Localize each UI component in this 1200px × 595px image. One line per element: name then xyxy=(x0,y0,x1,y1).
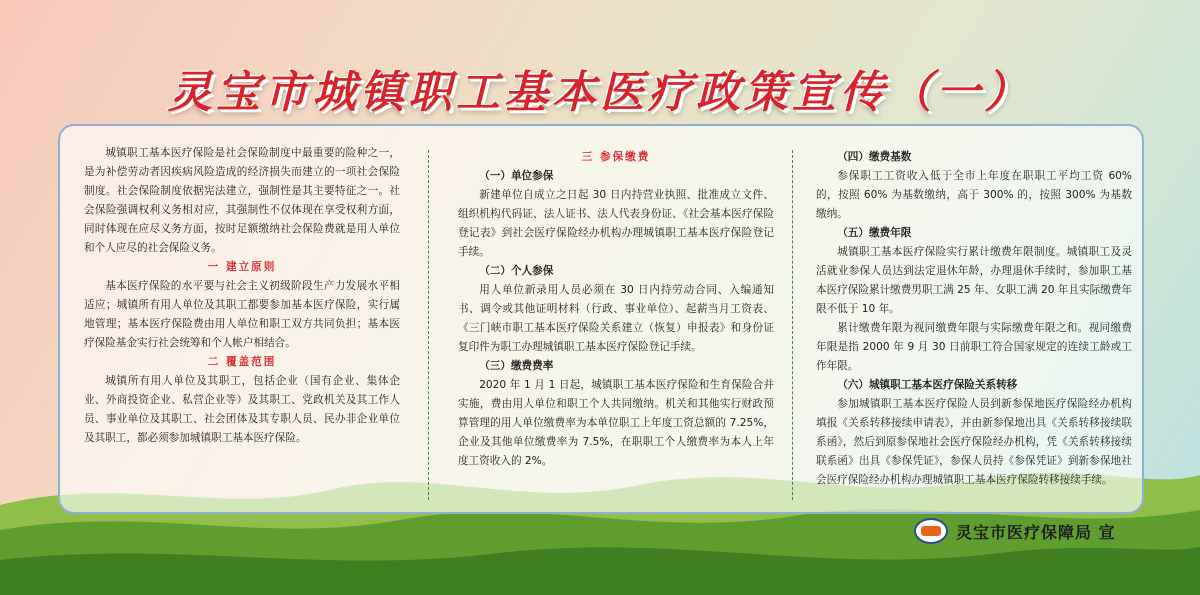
section-heading-coverage: 二 覆盖范围 xyxy=(207,356,277,368)
content-panel xyxy=(58,124,1144,514)
page-title: 灵宝市城镇职工基本医疗政策宣传（一） xyxy=(168,67,1032,118)
subheading-contribution-base: （四）缴费基数 xyxy=(837,151,912,163)
subheading-contribution-rate: （三）缴费费率 xyxy=(479,360,554,372)
section-heading-principles: 一 建立原则 xyxy=(207,261,277,273)
column-right xyxy=(816,148,1132,490)
column-middle xyxy=(458,148,774,471)
subheading-unit-enrollment: （一）单位参保 xyxy=(479,170,554,182)
principles-paragraph: 基本医疗保险的水平要与社会主义初级阶段生产力发展水平相适应；城镇所有用人单位及其职工都要参加基本医疗保险，实行属地管理；基本医疗保险费由用人单位和职工双方共同负担；基本医疗保险基金实行社会统筹和个人帐户相结合。 xyxy=(84,280,400,349)
transfer-paragraph: 参加城镇职工基本医疗保险人员到新参保地医疗保险经办机构填报《关系转移接续申请表》，并由新参保地出具《关系转移接续联系函》，然后到原参保地社会医疗保险经办机构，凭《关系转移接续联系函》出具《参保凭证》，参保人员持《参保凭证》到新参保地社会医疗保险经办机构办理城镇职工基本医疗保险转移接续手续。 xyxy=(816,398,1132,486)
contribution-rate-paragraph: 2020 年 1 月 1 日起，城镇职工基本医疗保险和生育保险合并实施，费由用人单位和职工个人共同缴纳。机关和其他实行财政预算管理的用人单位缴费率为本单位职工上年度工资总额的 7.25%，企业及其他单位缴费率为 7.5%，在职职工个人缴费率为本人上年度工资收入的 2%。 xyxy=(458,379,774,467)
column-left xyxy=(84,144,400,448)
individual-enrollment-paragraph: 用人单位新录用人员必须在 30 日内持劳动合同、入编通知书、调令或其他证明材料（行政、事业单位）、起薪当月工资表、《三门峡市职工基本医疗保险关系建立（恢复）申报表》和身份证复印件为职工办理城镇职工基本医疗保险登记手续。 xyxy=(458,284,774,353)
column-divider xyxy=(428,150,429,500)
column-divider xyxy=(792,150,793,500)
deemed-years-paragraph: 累计缴费年限为视同缴费年限与实际缴费年限之和。视同缴费年限是指 2000 年 9 月 30 日前职工符合国家规定的连续工龄或工作年限。 xyxy=(816,322,1132,372)
subheading-transfer: （六）城镇职工基本医疗保险关系转移 xyxy=(837,379,1018,391)
contribution-years-paragraph: 城镇职工基本医疗保险实行累计缴费年限制度。城镇职工及灵活就业参保人员达到法定退休年龄，办理退休手续时，参加职工基本医疗保险累计缴费男职工满 25 年、女职工满 20 年且实际缴费年限不低于 10 年。 xyxy=(816,246,1132,315)
unit-enrollment-paragraph: 新建单位自成立之日起 30 日内持营业执照、批准成立文件、组织机构代码证、法人证书、法人代表身份证、《社会基本医疗保险登记表》到社会医疗保险经办机构办理城镇职工基本医疗保险登记手续。 xyxy=(458,189,774,258)
subheading-contribution-years: （五）缴费年限 xyxy=(837,227,912,239)
footer-credit xyxy=(914,516,1116,546)
coverage-paragraph: 城镇所有用人单位及其职工，包括企业（国有企业、集体企业、外商投资企业、私营企业等）及其职工、党政机关及其工作人员、事业单位及其职工、社会团体及其专职人员、民办非企业单位及其职工，都必须参加城镇职工基本医疗保险。 xyxy=(84,375,400,444)
section-heading-contribution: 三 参保缴费 xyxy=(581,151,651,163)
intro-paragraph: 城镇职工基本医疗保险是社会保险制度中最重要的险种之一，是为补偿劳动者因疾病风险造成的经济损失而建立的一项社会保险制度。社会保险制度依据宪法建立，强制性是其主要特征之一。社会保险强调权利义务相对应，其强制性不仅体现在享受权利方面，同时体现在应尽义务方面，按时足额缴纳社会保险费就是用人单位和个人应尽的社会保险义务。 xyxy=(84,147,400,254)
subheading-individual-enrollment: （二）个人参保 xyxy=(479,265,554,277)
issuer-name: 灵宝市医疗保障局 宣 xyxy=(956,522,1116,542)
medical-insurance-logo-icon xyxy=(914,518,948,544)
contribution-base-paragraph: 参保职工工资收入低于全市上年度在职职工平均工资 60% 的，按照 60% 为基数缴纳，高于 300% 的，按照 300% 为基数缴纳。 xyxy=(816,170,1132,220)
